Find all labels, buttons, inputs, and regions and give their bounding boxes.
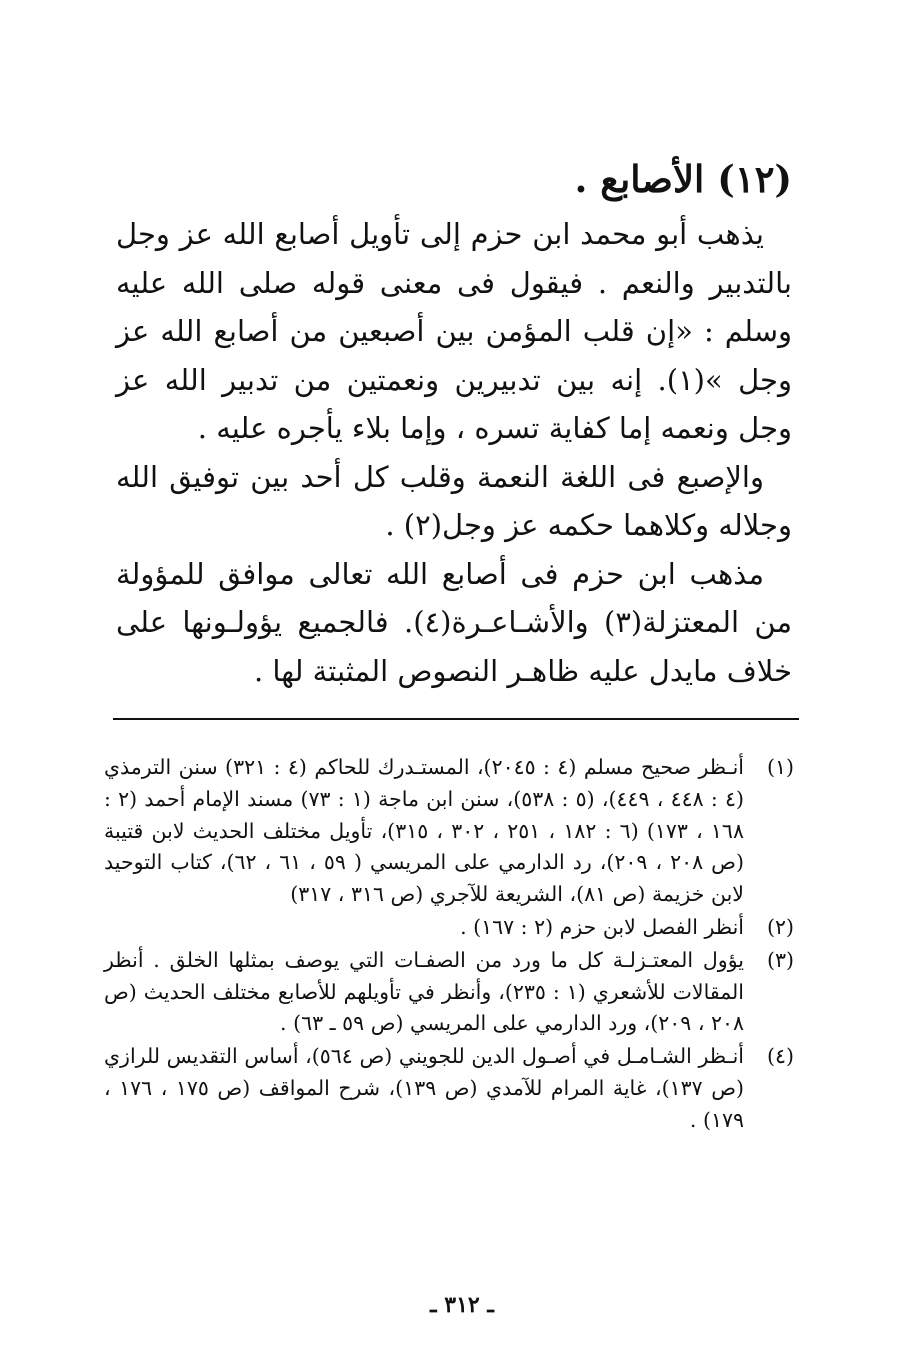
footnote-1 [104,752,794,911]
footnotes-block [104,752,794,1138]
footnote-2 [104,912,794,944]
footnote-number: (٣) [766,947,794,972]
body-paragraph-2: والإصبع فى اللغة النعمة وقلب كل أحد بين توفيق الله وجلاله وكلاهما حكمه عز وجل(٢) . [116,459,792,542]
footnote-4 [104,1041,794,1136]
footnote-text: يؤول المعتـزلـة كل ما ورد من الصفـات التي يوصف بمثلها الخلق . أنظر المقالات للأشعري (١ : ٢٣٥)، وأنظر في تأويلهم للأصابع مختلف الحديث (ص ٢٠٨ ، ٢٠٩)، ورد الدارمي على المريسي (ص ٥٩ ـ ٦٣) . [104,947,744,1036]
footnote-divider [113,718,799,720]
section-heading: (١٢) الأصابع . [574,157,792,201]
page-number: ـ ٣١٢ ـ [430,1292,494,1318]
footnote-text: أنظر الفصل لابن حزم (٢ : ١٦٧) . [460,914,744,939]
footnote-text: أنـظر صحيح مسلم (٤ : ٢٠٤٥)، المستـدرك للحاكم (٤ : ٣٢١) سنن الترمذي (٤ : ٤٤٨ ، ٤٤٩)، (٥ : ٥٣٨)، سنن ابن ماجة (١ : ٧٣) مسند الإمام أحمد (٢ : ١٦٨ ، ١٧٣) (٦ : ١٨٢ ، ٢٥١ ، ٣٠٢ ، ٣١٥)، تأويل مختلف الحديث لابن قتيبة (ص ٢٠٨ ، ٢٠٩)، رد الدارمي على المريسي ( ٥٩ ، ٦١ ، ٦٢)، كتاب التوحيد لابن خزيمة (ص ٨١)، الشريعة للآجري (ص ٣١٦ ، ٣١٧) [104,755,744,907]
body-paragraph-1: يذهب أبو محمد ابن حزم إلى تأويل أصابع الله عز وجل بالتدبير والنعم . فيقول فى معنى قوله صلى الله عليه وسلم : «إن قلب المؤمن بين أصبعين من أصابع الله عز وجل »(١). إنه بين تدبيرين ونعمتين من تدبير الله عز وجل ونعمه إما كفاية تسره ، وإما بلاء يأجره عليه . [116,217,792,445]
main-text-block [116,210,792,695]
footnote-3 [104,945,794,1040]
footnote-number: (٤) [766,1044,794,1069]
footnote-number: (٢) [766,914,794,939]
body-paragraph-3: مذهب ابن حزم فى أصابع الله تعالى موافق للمؤولة من المعتزلة(٣) والأشـاعـرة(٤). فالجميع يؤولـونها على خلاف مايدل عليه ظاهـر النصوص المثبتة لها . [116,556,792,688]
footnote-number: (١) [766,755,794,779]
footnote-text: أنـظر الشـامـل في أصـول الدين للجويني (ص ٥٦٤)، أساس التقديس للرازي (ص ١٣٧)، غاية المرام للآمدي (ص ١٣٩)، شرح المواقف (ص ١٧٥ ، ١٧٦ ، ١٧٩) . [104,1044,744,1132]
